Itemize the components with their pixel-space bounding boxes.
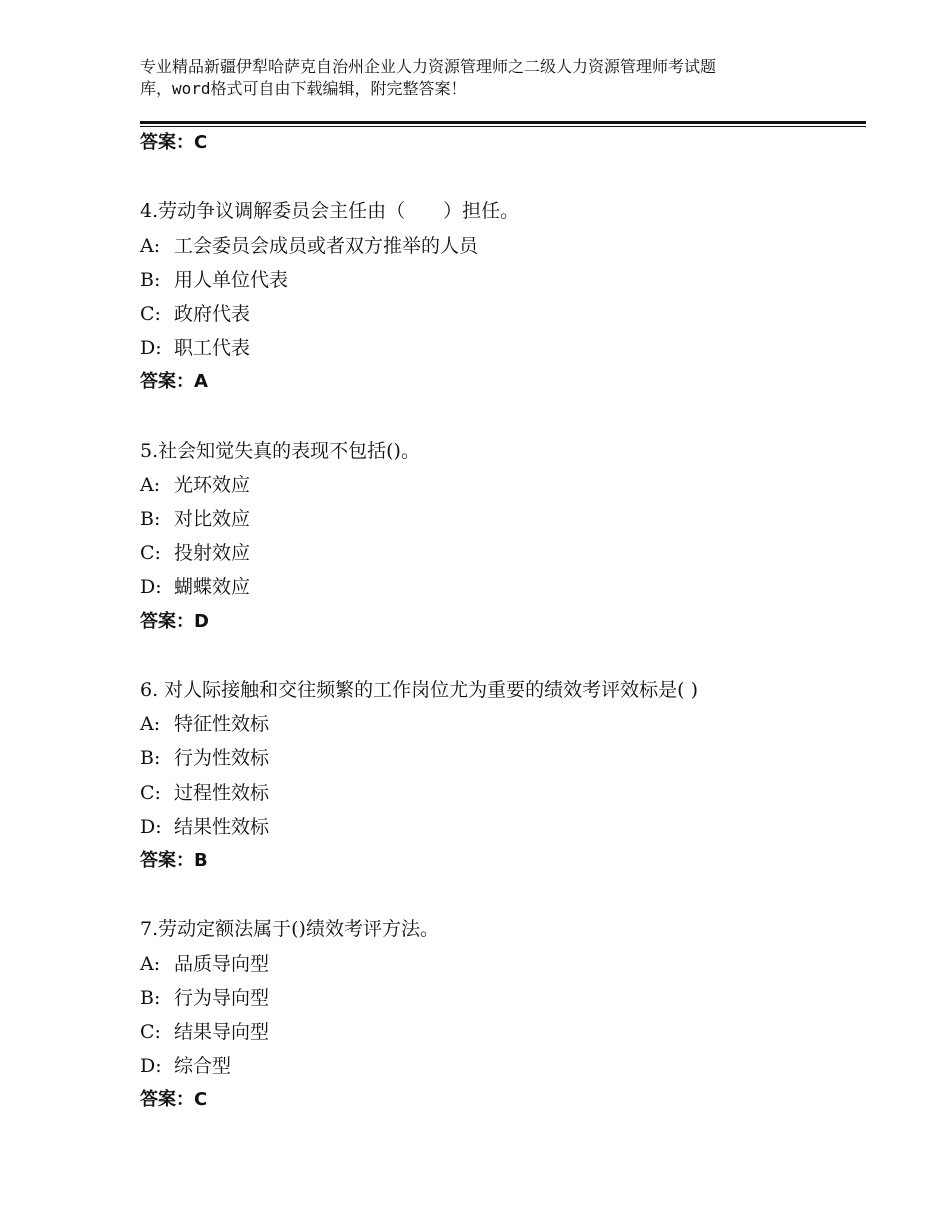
answer-prefix: 答案：: [140, 371, 194, 393]
option-b: [140, 981, 840, 1015]
option-d: [140, 1049, 840, 1083]
option-a: [140, 468, 840, 502]
option-letter: A:: [140, 713, 161, 736]
option-b: [140, 741, 840, 775]
option-a: [140, 229, 840, 263]
question-list: [140, 126, 840, 1117]
answer-prefix: 答案：: [140, 849, 194, 871]
option-text: 特征性效标: [174, 713, 270, 736]
answer-line: [140, 126, 840, 160]
option-text: 行为导向型: [174, 986, 270, 1009]
answer-value: B: [194, 849, 208, 871]
option-letter: A:: [140, 952, 161, 975]
option-letter: D:: [140, 576, 162, 599]
option-text: 结果性效标: [174, 815, 270, 838]
option-letter: D:: [140, 337, 162, 360]
answer-prefix: 答案：: [140, 132, 194, 153]
option-d: [140, 810, 840, 844]
spacer: [140, 400, 840, 434]
option-letter: C:: [140, 781, 161, 804]
option-text: 行为性效标: [174, 747, 270, 770]
option-d: [140, 570, 840, 604]
option-text: 对比效应: [174, 508, 251, 531]
option-letter: B:: [140, 268, 161, 291]
option-text: 职工代表: [174, 337, 251, 360]
option-letter: D:: [140, 815, 162, 838]
question-stem: 7.劳动定额法属于()绩效考评方法。: [140, 918, 439, 941]
header-title-line-2: 库，word格式可自由下载编辑，附完整答案！: [140, 79, 467, 98]
option-text: 用人单位代表: [174, 268, 289, 291]
question-stem: 5.社会知觉失真的表现不包括()。: [140, 439, 420, 462]
answer-value: D: [194, 610, 209, 632]
option-c: [140, 776, 840, 810]
option-text: 政府代表: [174, 302, 251, 325]
spacer: [140, 878, 840, 912]
option-letter: C:: [140, 1020, 161, 1043]
question-stem: 4.劳动争议调解委员会主任由（ ）担任。: [140, 200, 520, 223]
document-header: [140, 56, 830, 100]
option-b: [140, 263, 840, 297]
option-b: [140, 502, 840, 536]
option-c: [140, 1015, 840, 1049]
option-text: 光环效应: [174, 473, 251, 496]
answer-line: [140, 605, 840, 639]
answer-line: [140, 365, 840, 399]
option-a: [140, 947, 840, 981]
answer-prefix: 答案：: [140, 1089, 194, 1111]
option-a: [140, 707, 840, 741]
option-text: 蝴蝶效应: [174, 576, 251, 599]
question-stem: 6. 对人际接触和交往频繁的工作岗位尤为重要的绩效考评效标是( ): [140, 679, 699, 701]
answer-line: [140, 844, 840, 878]
answer-prefix: 答案：: [140, 610, 194, 632]
spacer: [140, 639, 840, 673]
option-letter: B:: [140, 747, 161, 770]
option-text: 品质导向型: [174, 952, 270, 975]
answer-value: C: [194, 1089, 208, 1111]
answer-line: [140, 1083, 840, 1117]
header-title-line-1: 专业精品新疆伊犁哈萨克自治州企业人力资源管理师之二级人力资源管理师考试题: [140, 57, 717, 76]
spacer: [140, 160, 840, 194]
option-d: [140, 331, 840, 365]
option-text: 综合型: [174, 1055, 232, 1078]
option-text: 工会委员会成员或者双方推举的人员: [174, 234, 479, 257]
option-text: 结果导向型: [174, 1020, 270, 1043]
option-letter: A:: [140, 234, 161, 257]
header-divider-thick: [140, 121, 866, 124]
option-letter: B:: [140, 508, 161, 531]
option-letter: D:: [140, 1055, 162, 1078]
answer-value: A: [194, 371, 208, 393]
option-c: [140, 536, 840, 570]
option-text: 投射效应: [174, 542, 251, 565]
option-c: [140, 297, 840, 331]
option-letter: C:: [140, 542, 161, 565]
option-letter: C:: [140, 302, 161, 325]
option-text: 过程性效标: [174, 781, 270, 804]
option-letter: A:: [140, 473, 161, 496]
answer-value: C: [194, 132, 208, 153]
option-letter: B:: [140, 986, 161, 1009]
